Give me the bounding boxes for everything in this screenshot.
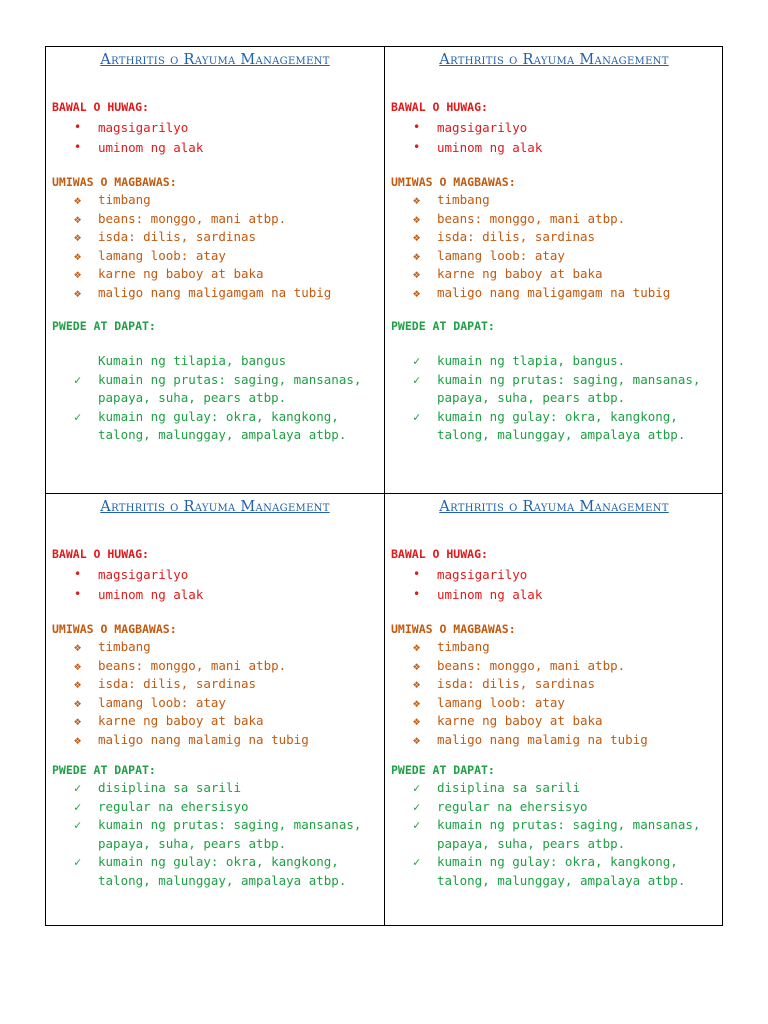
list-item: • uminom ng alak [391, 585, 717, 605]
list-item: ❖ beans: monggo, mani atbp. [52, 657, 378, 676]
list-item: • magsigarilyo [52, 565, 378, 585]
card-top-right [385, 47, 723, 493]
pwede-list [52, 352, 378, 445]
list-item: ❖ karne ng baboy at baka [391, 712, 717, 731]
list-item: ❖ lamang loob: atay [391, 247, 717, 266]
check-icon: ✓ [74, 409, 82, 424]
bawal-heading: BAWAL O HUWAG: [391, 547, 488, 561]
diamond-icon: ❖ [74, 193, 82, 207]
check-icon: ✓ [413, 781, 421, 795]
list-item: ✓ kumain ng gulay: okra, kangkong, talong, malunggay, ampalaya atbp. [413, 854, 686, 888]
list-item: ✓ kumain ng prutas: saging, mansanas, papaya, suha, pears atbp. [74, 817, 362, 851]
bawal-list [52, 565, 378, 604]
diamond-icon: ❖ [74, 658, 82, 673]
umiwas-list [52, 191, 378, 302]
diamond-icon: ❖ [74, 211, 82, 226]
bawal-heading: BAWAL O HUWAG: [391, 100, 488, 114]
pwede-list [391, 352, 717, 445]
diamond-icon: ❖ [74, 714, 82, 728]
pwede-list [391, 779, 717, 890]
list-item: • magsigarilyo [391, 118, 717, 138]
bullet-icon: • [413, 139, 421, 154]
bullet-icon: • [413, 586, 421, 601]
card-title: Arthritis o Rayuma Management [100, 499, 330, 515]
cards-grid [45, 46, 723, 926]
bawal-list [52, 118, 378, 157]
list-item: ❖ isda: dilis, sardinas [52, 228, 378, 247]
list-item: ❖ isda: dilis, sardinas [391, 675, 717, 694]
check-icon: ✓ [413, 372, 421, 387]
check-icon: ✓ [413, 409, 421, 424]
diamond-icon: ❖ [413, 248, 421, 263]
diamond-icon: ❖ [74, 695, 82, 710]
check-icon: ✓ [74, 781, 82, 795]
list-item: ❖ beans: monggo, mani atbp. [391, 210, 717, 229]
diamond-icon: ❖ [74, 732, 82, 747]
card-title: Arthritis o Rayuma Management [439, 499, 669, 515]
diamond-icon: ❖ [413, 695, 421, 710]
pwede-heading: PWEDE AT DAPAT: [52, 763, 156, 777]
list-item: ❖ maligo nang maligamgam na tubig [52, 284, 378, 303]
list-item: ✓ regular na ehersisyo [52, 798, 378, 817]
list-item: ✓ disiplina sa sarili [391, 779, 717, 798]
card-top-left [46, 47, 384, 493]
list-item: ✓ kumain ng gulay: okra, kangkong, talong, malunggay, ampalaya atbp. [74, 408, 347, 442]
bawal-heading: BAWAL O HUWAG: [52, 100, 149, 114]
list-item: ✓ kumain ng prutas: saging, mansanas, papaya, suha, pears atbp. [413, 371, 701, 405]
list-item: ❖ beans: monggo, mani atbp. [52, 210, 378, 229]
pwede-list [52, 779, 378, 890]
diamond-icon: ❖ [413, 267, 421, 281]
list-item: ❖ beans: monggo, mani atbp. [391, 657, 717, 676]
list-item: ❖ lamang loob: atay [52, 247, 378, 266]
umiwas-heading: UMIWAS O MAGBAWAS: [52, 622, 177, 636]
list-item: Kumain ng tilapia, bangus [98, 353, 287, 368]
card-title: Arthritis o Rayuma Management [100, 52, 330, 68]
card-bottom-right [385, 494, 723, 927]
list-item: • uminom ng alak [391, 138, 717, 158]
umiwas-heading: UMIWAS O MAGBAWAS: [391, 175, 516, 189]
bullet-icon: • [413, 567, 421, 581]
diamond-icon: ❖ [74, 248, 82, 263]
list-item: ✓ kumain ng prutas: saging, mansanas, papaya, suha, pears atbp. [413, 817, 701, 851]
bawal-heading: BAWAL O HUWAG: [52, 547, 149, 561]
list-item: • magsigarilyo [52, 118, 378, 138]
list-item: ❖ maligo nang malamig na tubig [52, 731, 378, 750]
diamond-icon: ❖ [74, 267, 82, 281]
list-item: ❖ isda: dilis, sardinas [52, 675, 378, 694]
list-item: ❖ timbang [52, 638, 378, 657]
diamond-icon: ❖ [74, 230, 82, 244]
diamond-icon: ❖ [413, 714, 421, 728]
bullet-icon: • [413, 120, 421, 134]
list-item: ❖ lamang loob: atay [52, 694, 378, 713]
diamond-icon: ❖ [74, 677, 82, 691]
umiwas-list [391, 638, 717, 749]
pwede-heading: PWEDE AT DAPAT: [391, 319, 495, 333]
list-item: ✓ kumain ng gulay: okra, kangkong, talong, malunggay, ampalaya atbp. [74, 854, 347, 888]
list-item: ❖ maligo nang malamig na tubig [391, 731, 717, 750]
list-item: • uminom ng alak [52, 585, 378, 605]
diamond-icon: ❖ [413, 677, 421, 691]
list-item: ❖ karne ng baboy at baka [391, 265, 717, 284]
check-icon: ✓ [413, 354, 421, 368]
diamond-icon: ❖ [413, 285, 421, 300]
list-item: ✓ kumain ng tlapia, bangus. [391, 352, 717, 371]
list-item: ❖ karne ng baboy at baka [52, 265, 378, 284]
bawal-list [391, 565, 717, 604]
list-item: ✓ kumain ng gulay: okra, kangkong, talong, malunggay, ampalaya atbp. [413, 408, 686, 442]
list-item: ❖ isda: dilis, sardinas [391, 228, 717, 247]
bullet-icon: • [74, 586, 82, 601]
diamond-icon: ❖ [413, 640, 421, 654]
bullet-icon: • [74, 139, 82, 154]
list-item: ❖ maligo nang maligamgam na tubig [391, 284, 717, 303]
check-icon: ✓ [413, 799, 421, 814]
list-item: ❖ timbang [52, 191, 378, 210]
umiwas-heading: UMIWAS O MAGBAWAS: [391, 622, 516, 636]
list-item: ❖ timbang [391, 638, 717, 657]
diamond-icon: ❖ [413, 732, 421, 747]
diamond-icon: ❖ [413, 658, 421, 673]
list-item: ❖ lamang loob: atay [391, 694, 717, 713]
check-icon: ✓ [74, 818, 82, 832]
list-item: ✓ kumain ng prutas: saging, mansanas, papaya, suha, pears atbp. [74, 371, 362, 405]
list-item: ❖ karne ng baboy at baka [52, 712, 378, 731]
card-bottom-left [46, 494, 384, 927]
diamond-icon: ❖ [413, 211, 421, 226]
check-icon: ✓ [413, 818, 421, 832]
bullet-icon: • [74, 120, 82, 134]
check-icon: ✓ [413, 855, 421, 869]
bullet-icon: • [74, 567, 82, 581]
list-item: ❖ timbang [391, 191, 717, 210]
list-item: • magsigarilyo [391, 565, 717, 585]
check-icon: ✓ [74, 855, 82, 869]
pwede-heading: PWEDE AT DAPAT: [391, 763, 495, 777]
check-icon: ✓ [74, 799, 82, 814]
umiwas-list [52, 638, 378, 749]
umiwas-list [391, 191, 717, 302]
list-item: ✓ regular na ehersisyo [391, 798, 717, 817]
check-icon: ✓ [74, 372, 82, 387]
umiwas-heading: UMIWAS O MAGBAWAS: [52, 175, 177, 189]
list-item: ✓ disiplina sa sarili [52, 779, 378, 798]
diamond-icon: ❖ [74, 285, 82, 300]
pwede-heading: PWEDE AT DAPAT: [52, 319, 156, 333]
list-item: • uminom ng alak [52, 138, 378, 158]
diamond-icon: ❖ [413, 230, 421, 244]
card-title: Arthritis o Rayuma Management [439, 52, 669, 68]
diamond-icon: ❖ [413, 193, 421, 207]
bawal-list [391, 118, 717, 157]
diamond-icon: ❖ [74, 640, 82, 654]
